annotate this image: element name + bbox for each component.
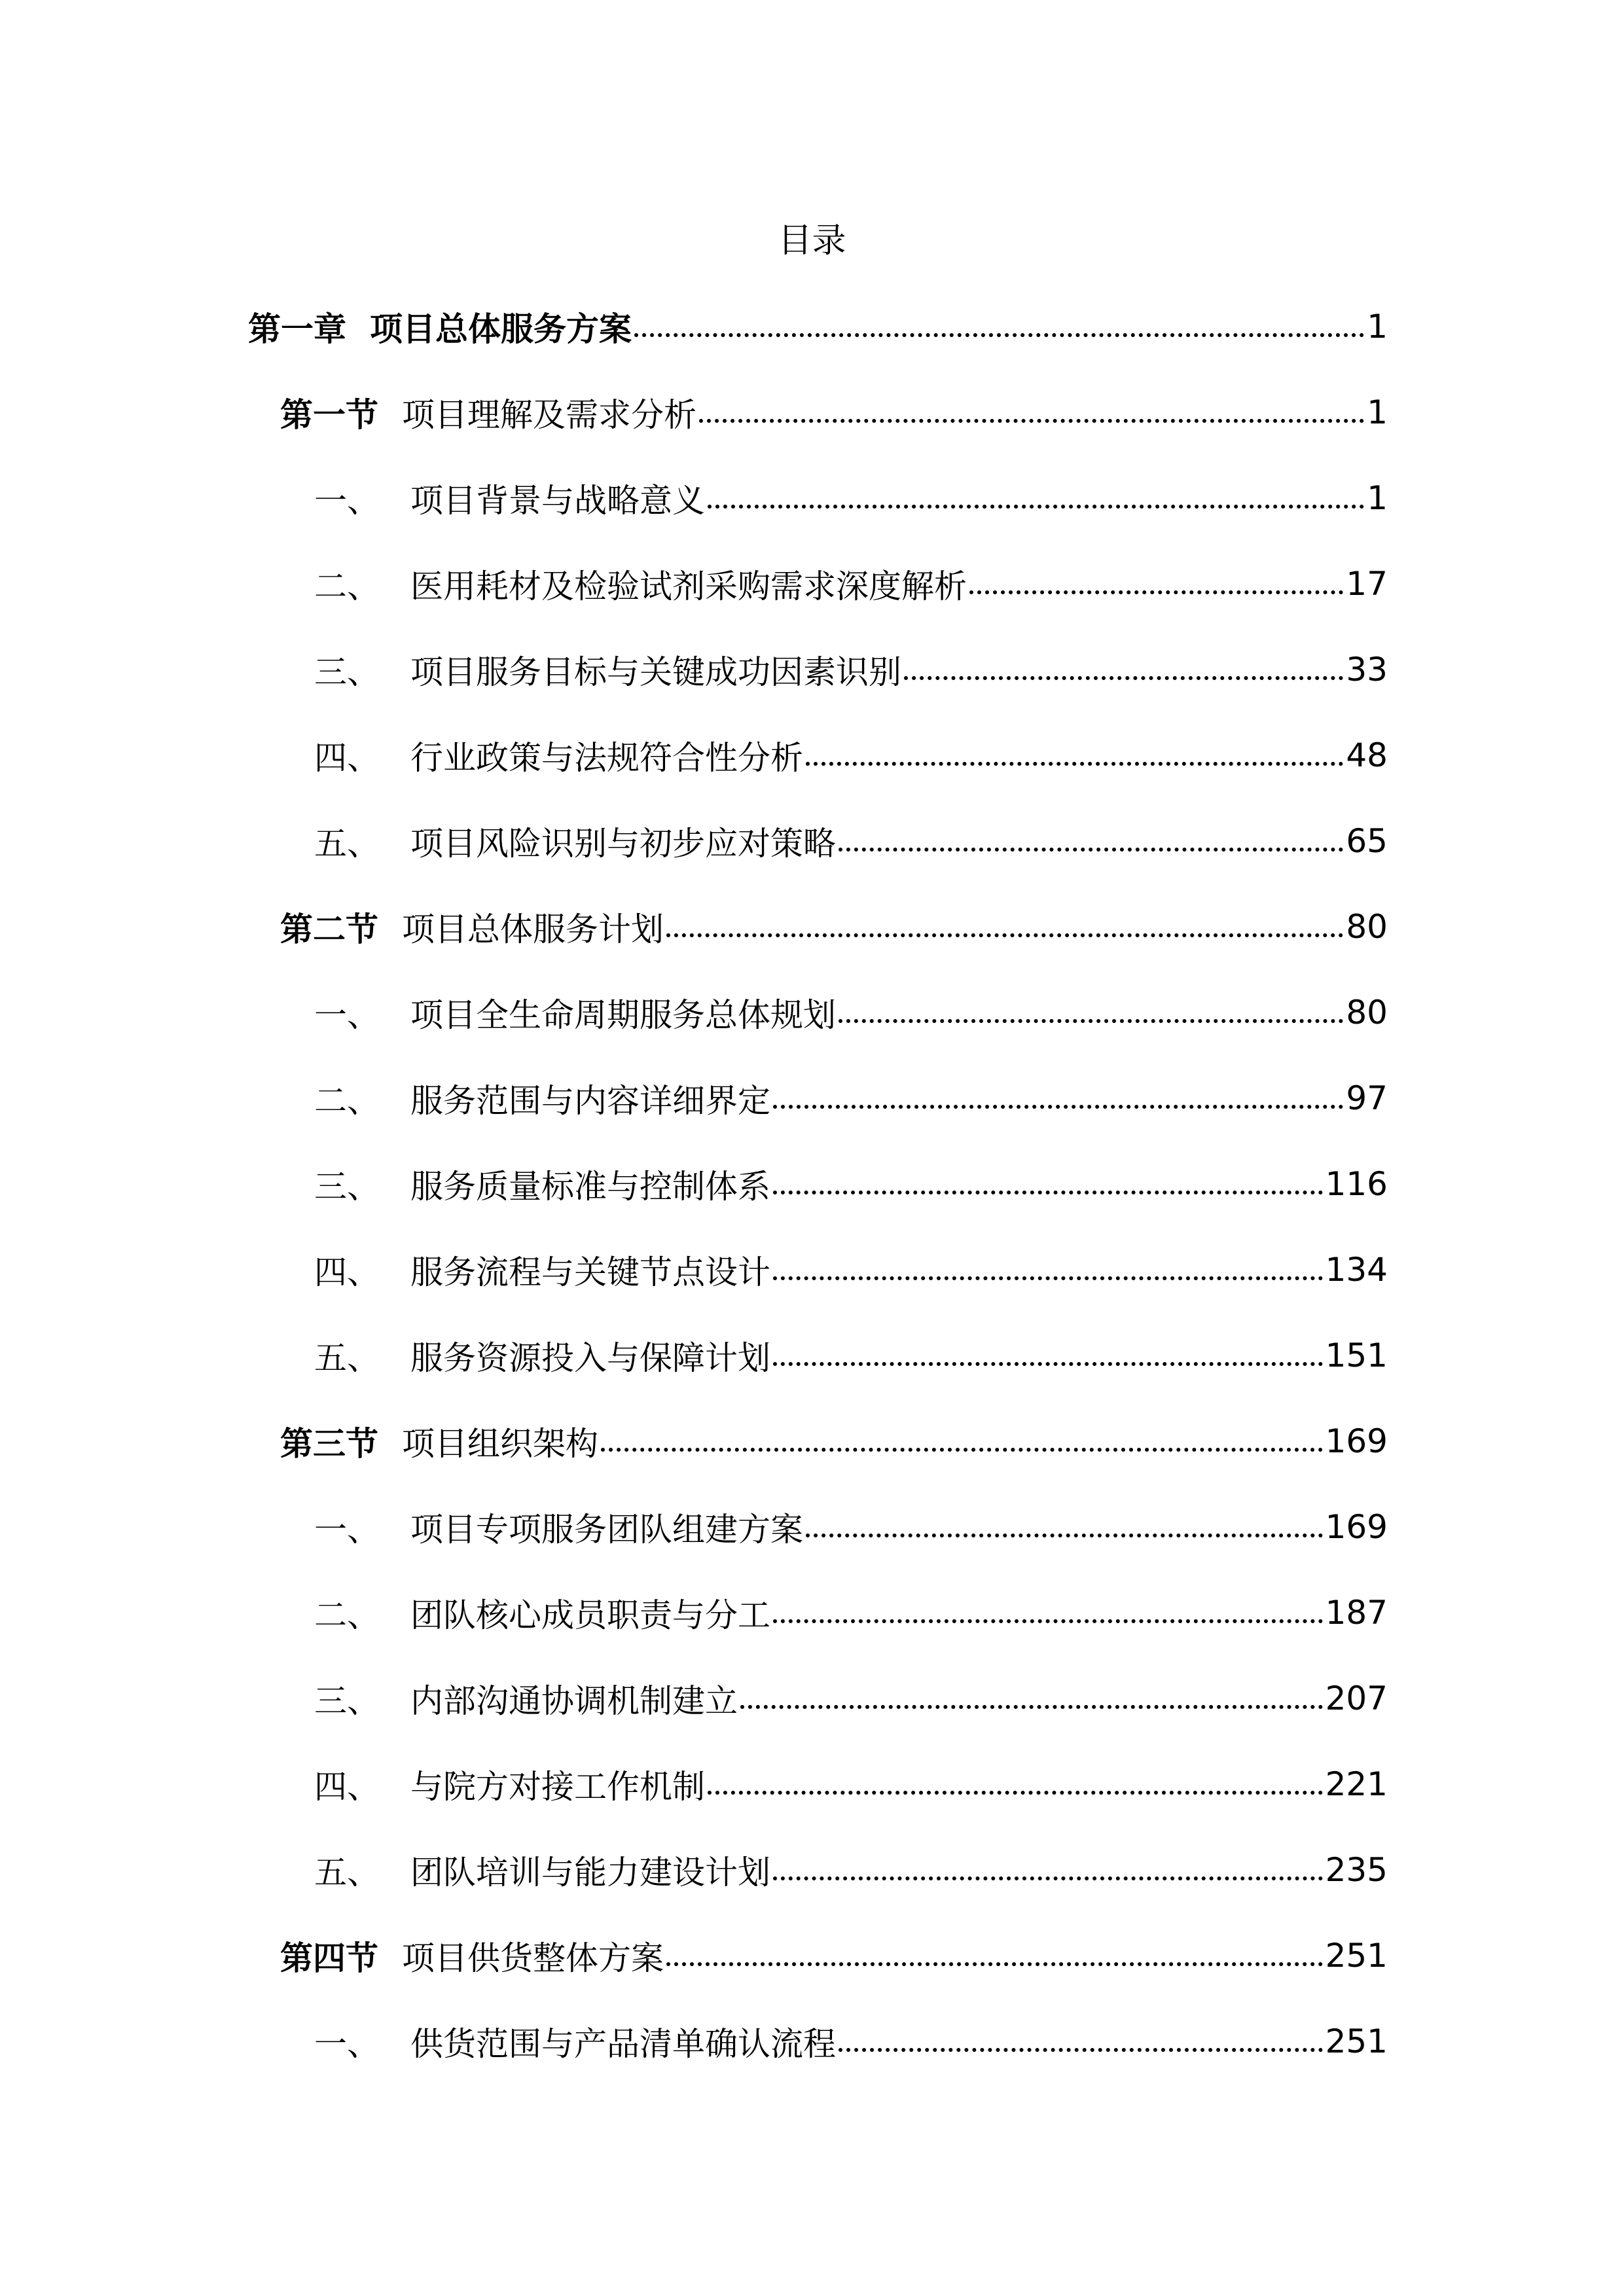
dot-leader <box>666 1936 1323 1975</box>
toc-entry-page: 80 <box>1346 993 1388 1031</box>
dot-leader <box>773 1593 1323 1632</box>
toc-entry-page: 235 <box>1325 1850 1388 1889</box>
toc-entry-page: 80 <box>1346 907 1388 946</box>
toc-entry-number: 三、 <box>314 1681 380 1720</box>
toc-entry-item[interactable] <box>314 1741 1388 1827</box>
toc-entry-sec[interactable] <box>280 1912 1388 1998</box>
dot-leader <box>601 1422 1323 1461</box>
toc-entry-number: 第四节 <box>280 1939 378 1977</box>
toc-entry-number: 第三节 <box>280 1424 378 1463</box>
toc-entry-number: 五、 <box>314 1338 380 1377</box>
toc-entry-title: 项目全生命周期服务总体规划 <box>410 996 836 1034</box>
toc-entry-number: 二、 <box>314 1081 380 1120</box>
toc-entry-title: 项目供货整体方案 <box>402 1939 664 1977</box>
toc-entry-title: 行业政策与法规符合性分析 <box>410 738 803 777</box>
toc-entry-page: 221 <box>1325 1765 1388 1803</box>
dot-leader <box>806 736 1343 775</box>
toc-entry-page: 251 <box>1325 1936 1388 1975</box>
toc-entry-page: 207 <box>1325 1679 1388 1717</box>
toc-entry-item[interactable] <box>314 1484 1388 1570</box>
toc-entry-number: 一、 <box>314 481 380 520</box>
toc-entry-title: 医用耗材及检验试剂采购需求深度解析 <box>410 567 967 605</box>
toc-entry-item[interactable] <box>314 1570 1388 1655</box>
toc-entry-number: 五、 <box>314 824 380 863</box>
toc-entry-page: 134 <box>1325 1250 1388 1289</box>
toc-entry-number: 第一节 <box>280 395 378 434</box>
toc-entry-item[interactable] <box>314 541 1388 626</box>
toc-entry-page: 48 <box>1346 736 1388 774</box>
dot-leader <box>773 1850 1323 1890</box>
toc-entry-page: 1 <box>1367 478 1388 517</box>
dot-leader <box>773 1079 1343 1118</box>
toc-entry-title: 项目专项服务团队组建方案 <box>410 1510 803 1549</box>
toc-entry-page: 116 <box>1325 1164 1388 1203</box>
toc-entry-title: 服务范围与内容详细界定 <box>410 1081 770 1120</box>
toc-entry-title: 服务资源投入与保障计划 <box>410 1338 770 1377</box>
toc-entry-title: 团队培训与能力建设计划 <box>410 1853 770 1892</box>
toc-entry-item[interactable] <box>314 1312 1388 1398</box>
toc-entry-title: 团队核心成员职责与分工 <box>410 1596 770 1634</box>
dot-leader <box>806 1507 1323 1547</box>
toc-entry-title: 项目背景与战略意义 <box>410 481 705 520</box>
toc-entry-item[interactable] <box>314 1055 1388 1141</box>
toc-entry-item[interactable] <box>314 1227 1388 1312</box>
toc-entry-number: 四、 <box>314 1253 380 1291</box>
toc-entry-title: 项目总体服务计划 <box>402 910 664 948</box>
dot-leader <box>634 307 1364 346</box>
dot-leader <box>969 564 1343 603</box>
toc-entry-sec[interactable] <box>280 1398 1388 1484</box>
dot-leader <box>904 650 1343 689</box>
toc-entry-item[interactable] <box>314 798 1388 884</box>
toc-entry-title: 项目总体服务方案 <box>370 310 632 348</box>
toc-entry-item[interactable] <box>314 1998 1388 2084</box>
toc-entry-number: 二、 <box>314 567 380 605</box>
toc-entry-title: 项目服务目标与关键成功因素识别 <box>410 653 901 691</box>
dot-leader <box>708 1765 1323 1804</box>
toc-entry-page: 251 <box>1325 2022 1388 2060</box>
toc-entry-sec[interactable] <box>280 884 1388 969</box>
toc-entry-title: 项目风险识别与初步应对策略 <box>410 824 836 863</box>
toc-entry-number: 三、 <box>314 1167 380 1206</box>
dot-leader <box>839 2022 1323 2061</box>
toc-entry-page: 169 <box>1325 1422 1388 1460</box>
toc-entry-sec[interactable] <box>280 369 1388 455</box>
toc-entry-number: 五、 <box>314 1853 380 1892</box>
toc-title: 目录 <box>778 221 846 260</box>
toc-entry-number: 一、 <box>314 2024 380 2063</box>
toc-entry-item[interactable] <box>314 626 1388 712</box>
toc-entry-number: 第一章 <box>248 310 346 348</box>
toc-entry-page: 169 <box>1325 1507 1388 1546</box>
toc-entry-item[interactable] <box>314 712 1388 798</box>
toc-entry-item[interactable] <box>314 1141 1388 1227</box>
toc-entry-number: 二、 <box>314 1596 380 1634</box>
toc-entry-title: 供货范围与产品清单确认流程 <box>410 2024 836 2063</box>
toc-entry-item[interactable] <box>314 455 1388 541</box>
toc-entry-page: 187 <box>1325 1593 1388 1632</box>
toc-entry-page: 1 <box>1367 393 1388 431</box>
toc-entry-number: 第二节 <box>280 910 378 948</box>
toc-entry-title: 内部沟通协调机制建立 <box>410 1681 738 1720</box>
dot-leader <box>699 393 1364 432</box>
toc-entry-title: 与院方对接工作机制 <box>410 1767 705 1806</box>
toc-entry-page: 17 <box>1346 564 1388 603</box>
toc-entry-number: 一、 <box>314 1510 380 1549</box>
toc-entry-title: 服务质量标准与控制体系 <box>410 1167 770 1206</box>
dot-leader <box>839 993 1343 1032</box>
toc-entry-number: 四、 <box>314 738 380 777</box>
toc-entry-item[interactable] <box>314 1827 1388 1912</box>
toc-entry-page: 151 <box>1325 1336 1388 1374</box>
dot-leader <box>773 1250 1323 1289</box>
toc-entry-ch[interactable] <box>248 283 1388 369</box>
dot-leader <box>666 907 1343 946</box>
toc-entry-title: 项目理解及需求分析 <box>402 395 696 434</box>
toc-entry-page: 33 <box>1346 650 1388 689</box>
dot-leader <box>773 1336 1323 1375</box>
toc-entry-item[interactable] <box>314 1655 1388 1741</box>
dot-leader <box>773 1164 1323 1204</box>
dot-leader <box>839 821 1343 861</box>
toc-entry-page: 65 <box>1346 821 1388 860</box>
toc-entry-number: 一、 <box>314 996 380 1034</box>
toc-entry-number: 三、 <box>314 653 380 691</box>
toc-entry-title: 服务流程与关键节点设计 <box>410 1253 770 1291</box>
toc-entry-number: 四、 <box>314 1767 380 1806</box>
dot-leader <box>740 1679 1323 1718</box>
toc-entry-page: 1 <box>1367 307 1388 346</box>
toc-entry-item[interactable] <box>314 969 1388 1055</box>
toc-entry-title: 项目组织架构 <box>402 1424 598 1463</box>
toc-entry-page: 97 <box>1346 1079 1388 1117</box>
dot-leader <box>708 478 1364 518</box>
